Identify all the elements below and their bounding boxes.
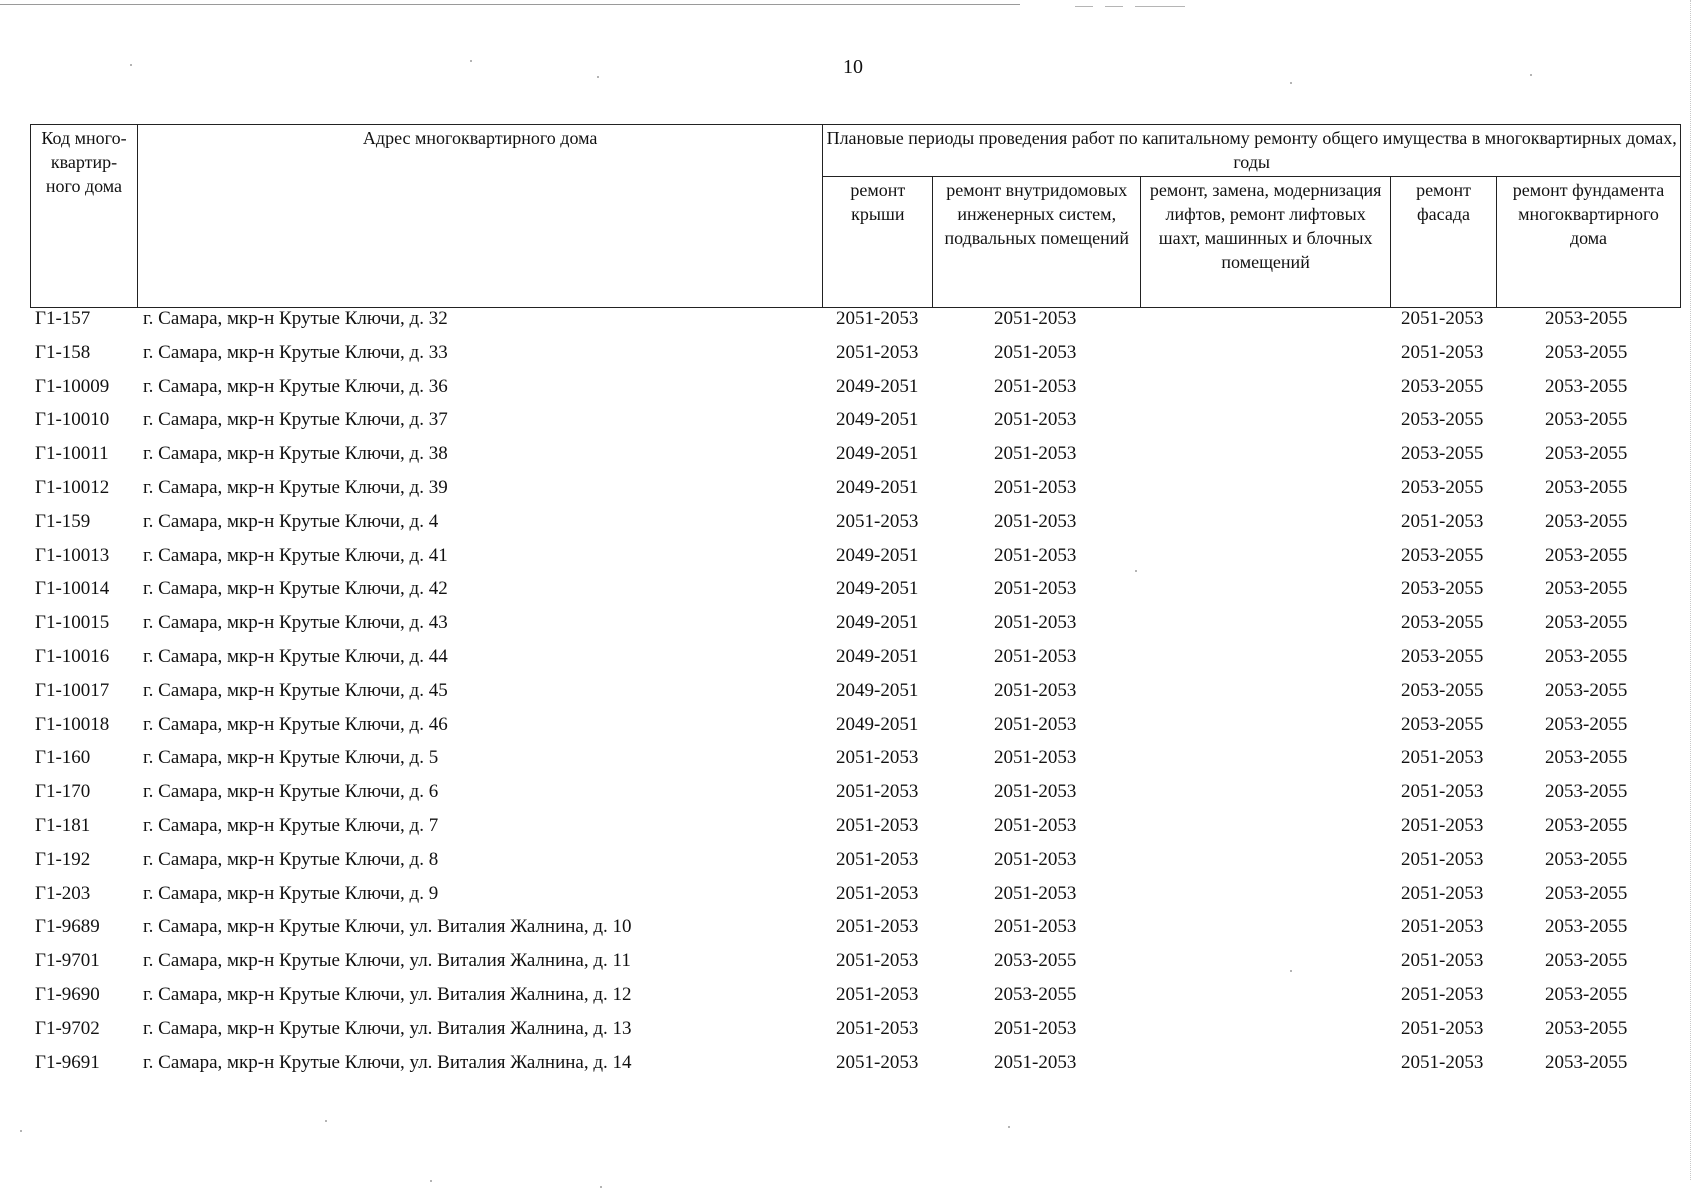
scan-speck bbox=[130, 64, 132, 66]
table-row bbox=[30, 882, 1681, 916]
cell-engineering: 2051-2053 bbox=[994, 916, 1077, 938]
cell-code: Г1-10017 bbox=[35, 679, 110, 701]
cell-address: г. Самара, мкр-н Крутые Ключи, д. 7 bbox=[143, 814, 439, 836]
cell-roof: 2049-2051 bbox=[836, 612, 919, 634]
cell-address: г. Самара, мкр-н Крутые Ключи, д. 38 bbox=[143, 443, 448, 465]
cell-code: Г1-10012 bbox=[35, 476, 110, 498]
table-row bbox=[30, 611, 1681, 645]
cell-code: Г1-10016 bbox=[35, 645, 110, 667]
header-facade: ремонт фасада bbox=[1391, 177, 1497, 308]
cell-roof: 2051-2053 bbox=[836, 916, 919, 938]
cell-code: Г1-10013 bbox=[35, 544, 110, 566]
page-number: 10 bbox=[843, 56, 863, 78]
cell-facade: 2053-2055 bbox=[1401, 375, 1484, 397]
scan-border-top bbox=[0, 4, 1020, 5]
cell-engineering: 2051-2053 bbox=[994, 578, 1077, 600]
cell-facade: 2053-2055 bbox=[1401, 612, 1484, 634]
cell-address: г. Самара, мкр-н Крутые Ключи, д. 9 bbox=[143, 882, 439, 904]
cell-roof: 2049-2051 bbox=[836, 679, 919, 701]
cell-engineering: 2051-2053 bbox=[994, 747, 1077, 769]
cell-code: Г1-192 bbox=[35, 848, 91, 870]
cell-facade: 2051-2053 bbox=[1401, 747, 1484, 769]
cell-facade: 2053-2055 bbox=[1401, 544, 1484, 566]
scan-border-right bbox=[1690, 0, 1691, 1180]
scan-speck bbox=[1290, 82, 1292, 84]
cell-foundation: 2053-2055 bbox=[1545, 443, 1628, 465]
cell-code: Г1-159 bbox=[35, 510, 91, 532]
cell-address: г. Самара, мкр-н Крутые Ключи, ул. Виталия Жалнина, д. 11 bbox=[143, 950, 631, 972]
cell-facade: 2053-2055 bbox=[1401, 476, 1484, 498]
cell-code: Г1-9702 bbox=[35, 1017, 100, 1039]
scan-speck bbox=[1135, 570, 1137, 572]
cell-facade: 2051-2053 bbox=[1401, 1017, 1484, 1039]
cell-facade: 2053-2055 bbox=[1401, 578, 1484, 600]
cell-code: Г1-10018 bbox=[35, 713, 110, 735]
cell-address: г. Самара, мкр-н Крутые Ключи, д. 44 bbox=[143, 645, 448, 667]
scan-dash-mark bbox=[1135, 6, 1185, 7]
cell-address: г. Самара, мкр-н Крутые Ключи, д. 42 bbox=[143, 578, 448, 600]
header-address: Адрес многоквартирного дома bbox=[137, 125, 822, 308]
cell-address: г. Самара, мкр-н Крутые Ключи, д. 32 bbox=[143, 308, 448, 329]
cell-facade: 2053-2055 bbox=[1401, 409, 1484, 431]
cell-address: г. Самара, мкр-н Крутые Ключи, ул. Виталия Жалнина, д. 14 bbox=[143, 1051, 632, 1073]
cell-address: г. Самара, мкр-н Крутые Ключи, д. 36 bbox=[143, 375, 448, 397]
cell-code: Г1-10010 bbox=[35, 409, 110, 431]
cell-code: Г1-10009 bbox=[35, 375, 110, 397]
table-row bbox=[30, 510, 1681, 544]
cell-engineering: 2051-2053 bbox=[994, 544, 1077, 566]
cell-foundation: 2053-2055 bbox=[1545, 544, 1628, 566]
table-row bbox=[30, 814, 1681, 848]
cell-foundation: 2053-2055 bbox=[1545, 476, 1628, 498]
cell-foundation: 2053-2055 bbox=[1545, 916, 1628, 938]
cell-roof: 2051-2053 bbox=[836, 950, 919, 972]
scan-speck bbox=[325, 1120, 327, 1122]
cell-foundation: 2053-2055 bbox=[1545, 781, 1628, 803]
cell-facade: 2053-2055 bbox=[1401, 443, 1484, 465]
cell-engineering: 2051-2053 bbox=[994, 645, 1077, 667]
scan-speck bbox=[597, 76, 599, 78]
cell-code: Г1-181 bbox=[35, 814, 91, 836]
table-row bbox=[30, 307, 1681, 341]
cell-foundation: 2053-2055 bbox=[1545, 814, 1628, 836]
table-row bbox=[30, 679, 1681, 713]
cell-roof: 2051-2053 bbox=[836, 1051, 919, 1073]
cell-address: г. Самара, мкр-н Крутые Ключи, д. 41 bbox=[143, 544, 448, 566]
cell-code: Г1-10015 bbox=[35, 612, 110, 634]
cell-code: Г1-9690 bbox=[35, 983, 100, 1005]
header-engineering: ремонт внутридомовых инженерных систем, подвальных помещений bbox=[933, 177, 1141, 308]
table-row bbox=[30, 476, 1681, 510]
cell-facade: 2051-2053 bbox=[1401, 781, 1484, 803]
cell-roof: 2051-2053 bbox=[836, 983, 919, 1005]
cell-facade: 2051-2053 bbox=[1401, 882, 1484, 904]
cell-address: г. Самара, мкр-н Крутые Ключи, д. 6 bbox=[143, 781, 439, 803]
cell-roof: 2049-2051 bbox=[836, 476, 919, 498]
cell-facade: 2051-2053 bbox=[1401, 916, 1484, 938]
cell-engineering: 2051-2053 bbox=[994, 443, 1077, 465]
cell-roof: 2049-2051 bbox=[836, 443, 919, 465]
table-row bbox=[30, 645, 1681, 679]
cell-address: г. Самара, мкр-н Крутые Ключи, ул. Виталия Жалнина, д. 12 bbox=[143, 983, 632, 1005]
cell-engineering: 2051-2053 bbox=[994, 781, 1077, 803]
cell-code: Г1-10011 bbox=[35, 443, 109, 465]
table-row bbox=[30, 442, 1681, 476]
cell-foundation: 2053-2055 bbox=[1545, 308, 1628, 329]
cell-foundation: 2053-2055 bbox=[1545, 1017, 1628, 1039]
table-row bbox=[30, 746, 1681, 780]
cell-foundation: 2053-2055 bbox=[1545, 747, 1628, 769]
cell-code: Г1-158 bbox=[35, 341, 91, 363]
cell-foundation: 2053-2055 bbox=[1545, 510, 1628, 532]
table-row bbox=[30, 1051, 1681, 1085]
cell-engineering: 2051-2053 bbox=[994, 1017, 1077, 1039]
cell-foundation: 2053-2055 bbox=[1545, 578, 1628, 600]
header-roof: ремонт крыши bbox=[823, 177, 933, 308]
cell-roof: 2051-2053 bbox=[836, 341, 919, 363]
cell-code: Г1-157 bbox=[35, 308, 91, 329]
cell-roof: 2051-2053 bbox=[836, 1017, 919, 1039]
table-row bbox=[30, 713, 1681, 747]
cell-roof: 2051-2053 bbox=[836, 781, 919, 803]
cell-engineering: 2051-2053 bbox=[994, 308, 1077, 329]
cell-foundation: 2053-2055 bbox=[1545, 950, 1628, 972]
header-periods-group: Плановые периоды проведения работ по капитальному ремонту общего имущества в многоквартирных домах, годы bbox=[823, 125, 1681, 177]
cell-code: Г1-9701 bbox=[35, 950, 100, 972]
cell-roof: 2049-2051 bbox=[836, 645, 919, 667]
scan-speck bbox=[1290, 970, 1292, 972]
table-row bbox=[30, 983, 1681, 1017]
cell-foundation: 2053-2055 bbox=[1545, 409, 1628, 431]
cell-roof: 2051-2053 bbox=[836, 510, 919, 532]
cell-facade: 2051-2053 bbox=[1401, 1051, 1484, 1073]
table-row bbox=[30, 408, 1681, 442]
cell-address: г. Самара, мкр-н Крутые Ключи, д. 37 bbox=[143, 409, 448, 431]
cell-roof: 2051-2053 bbox=[836, 308, 919, 329]
header-code: Код много-квартир-ного дома bbox=[31, 125, 138, 308]
cell-facade: 2053-2055 bbox=[1401, 645, 1484, 667]
scan-speck bbox=[470, 60, 472, 62]
cell-address: г. Самара, мкр-н Крутые Ключи, д. 43 bbox=[143, 612, 448, 634]
cell-roof: 2049-2051 bbox=[836, 409, 919, 431]
table-header bbox=[30, 124, 1681, 308]
cell-engineering: 2051-2053 bbox=[994, 409, 1077, 431]
cell-address: г. Самара, мкр-н Крутые Ключи, ул. Виталия Жалнина, д. 10 bbox=[143, 916, 632, 938]
cell-engineering: 2051-2053 bbox=[994, 713, 1077, 735]
cell-address: г. Самара, мкр-н Крутые Ключи, д. 8 bbox=[143, 848, 439, 870]
cell-address: г. Самара, мкр-н Крутые Ключи, д. 45 bbox=[143, 679, 448, 701]
cell-code: Г1-10014 bbox=[35, 578, 110, 600]
cell-facade: 2051-2053 bbox=[1401, 848, 1484, 870]
cell-foundation: 2053-2055 bbox=[1545, 612, 1628, 634]
cell-facade: 2051-2053 bbox=[1401, 308, 1484, 329]
scan-speck bbox=[1008, 1126, 1010, 1128]
cell-foundation: 2053-2055 bbox=[1545, 713, 1628, 735]
cell-engineering: 2051-2053 bbox=[994, 848, 1077, 870]
cell-foundation: 2053-2055 bbox=[1545, 679, 1628, 701]
cell-foundation: 2053-2055 bbox=[1545, 848, 1628, 870]
cell-address: г. Самара, мкр-н Крутые Ключи, д. 4 bbox=[143, 510, 439, 532]
cell-roof: 2051-2053 bbox=[836, 848, 919, 870]
cell-roof: 2049-2051 bbox=[836, 713, 919, 735]
cell-engineering: 2051-2053 bbox=[994, 814, 1077, 836]
cell-address: г. Самара, мкр-н Крутые Ключи, ул. Виталия Жалнина, д. 13 bbox=[143, 1017, 632, 1039]
table-row bbox=[30, 577, 1681, 611]
table-row bbox=[30, 1017, 1681, 1051]
cell-roof: 2051-2053 bbox=[836, 814, 919, 836]
cell-code: Г1-9689 bbox=[35, 916, 100, 938]
table-body bbox=[30, 307, 1681, 1084]
cell-roof: 2049-2051 bbox=[836, 578, 919, 600]
cell-engineering: 2051-2053 bbox=[994, 375, 1077, 397]
cell-engineering: 2051-2053 bbox=[994, 341, 1077, 363]
cell-facade: 2051-2053 bbox=[1401, 814, 1484, 836]
header-lifts: ремонт, замена, модернизация лифтов, ремонт лифтовых шахт, машинных и блочных помещений bbox=[1141, 177, 1391, 308]
cell-engineering: 2051-2053 bbox=[994, 882, 1077, 904]
cell-engineering: 2051-2053 bbox=[994, 510, 1077, 532]
scan-speck bbox=[20, 1130, 22, 1132]
cell-address: г. Самара, мкр-н Крутые Ключи, д. 39 bbox=[143, 476, 448, 498]
table-row bbox=[30, 915, 1681, 949]
cell-foundation: 2053-2055 bbox=[1545, 375, 1628, 397]
scan-dash-mark bbox=[1075, 6, 1093, 7]
scan-speck bbox=[1530, 74, 1532, 76]
cell-roof: 2049-2051 bbox=[836, 544, 919, 566]
cell-foundation: 2053-2055 bbox=[1545, 645, 1628, 667]
cell-facade: 2051-2053 bbox=[1401, 510, 1484, 532]
table-row bbox=[30, 341, 1681, 375]
cell-engineering: 2051-2053 bbox=[994, 612, 1077, 634]
table-row bbox=[30, 544, 1681, 578]
header-foundation: ремонт фундамента многоквартирного дома bbox=[1496, 177, 1680, 308]
cell-facade: 2051-2053 bbox=[1401, 341, 1484, 363]
cell-foundation: 2053-2055 bbox=[1545, 341, 1628, 363]
cell-roof: 2051-2053 bbox=[836, 882, 919, 904]
cell-facade: 2051-2053 bbox=[1401, 950, 1484, 972]
cell-roof: 2051-2053 bbox=[836, 747, 919, 769]
cell-engineering: 2051-2053 bbox=[994, 476, 1077, 498]
cell-engineering: 2053-2055 bbox=[994, 983, 1077, 1005]
scan-dash-mark bbox=[1105, 6, 1123, 7]
cell-address: г. Самара, мкр-н Крутые Ключи, д. 46 bbox=[143, 713, 448, 735]
table-row bbox=[30, 780, 1681, 814]
cell-engineering: 2053-2055 bbox=[994, 950, 1077, 972]
scan-speck bbox=[430, 1180, 432, 1182]
table-row bbox=[30, 949, 1681, 983]
cell-code: Г1-160 bbox=[35, 747, 91, 769]
cell-facade: 2053-2055 bbox=[1401, 713, 1484, 735]
scan-speck bbox=[600, 1186, 602, 1188]
cell-foundation: 2053-2055 bbox=[1545, 882, 1628, 904]
cell-facade: 2051-2053 bbox=[1401, 983, 1484, 1005]
cell-code: Г1-9691 bbox=[35, 1051, 100, 1073]
cell-address: г. Самара, мкр-н Крутые Ключи, д. 5 bbox=[143, 747, 439, 769]
table-row bbox=[30, 848, 1681, 882]
cell-foundation: 2053-2055 bbox=[1545, 983, 1628, 1005]
cell-code: Г1-170 bbox=[35, 781, 91, 803]
cell-address: г. Самара, мкр-н Крутые Ключи, д. 33 bbox=[143, 341, 448, 363]
cell-engineering: 2051-2053 bbox=[994, 1051, 1077, 1073]
cell-roof: 2049-2051 bbox=[836, 375, 919, 397]
cell-facade: 2053-2055 bbox=[1401, 679, 1484, 701]
cell-code: Г1-203 bbox=[35, 882, 91, 904]
table-row bbox=[30, 375, 1681, 409]
cell-foundation: 2053-2055 bbox=[1545, 1051, 1628, 1073]
cell-engineering: 2051-2053 bbox=[994, 679, 1077, 701]
